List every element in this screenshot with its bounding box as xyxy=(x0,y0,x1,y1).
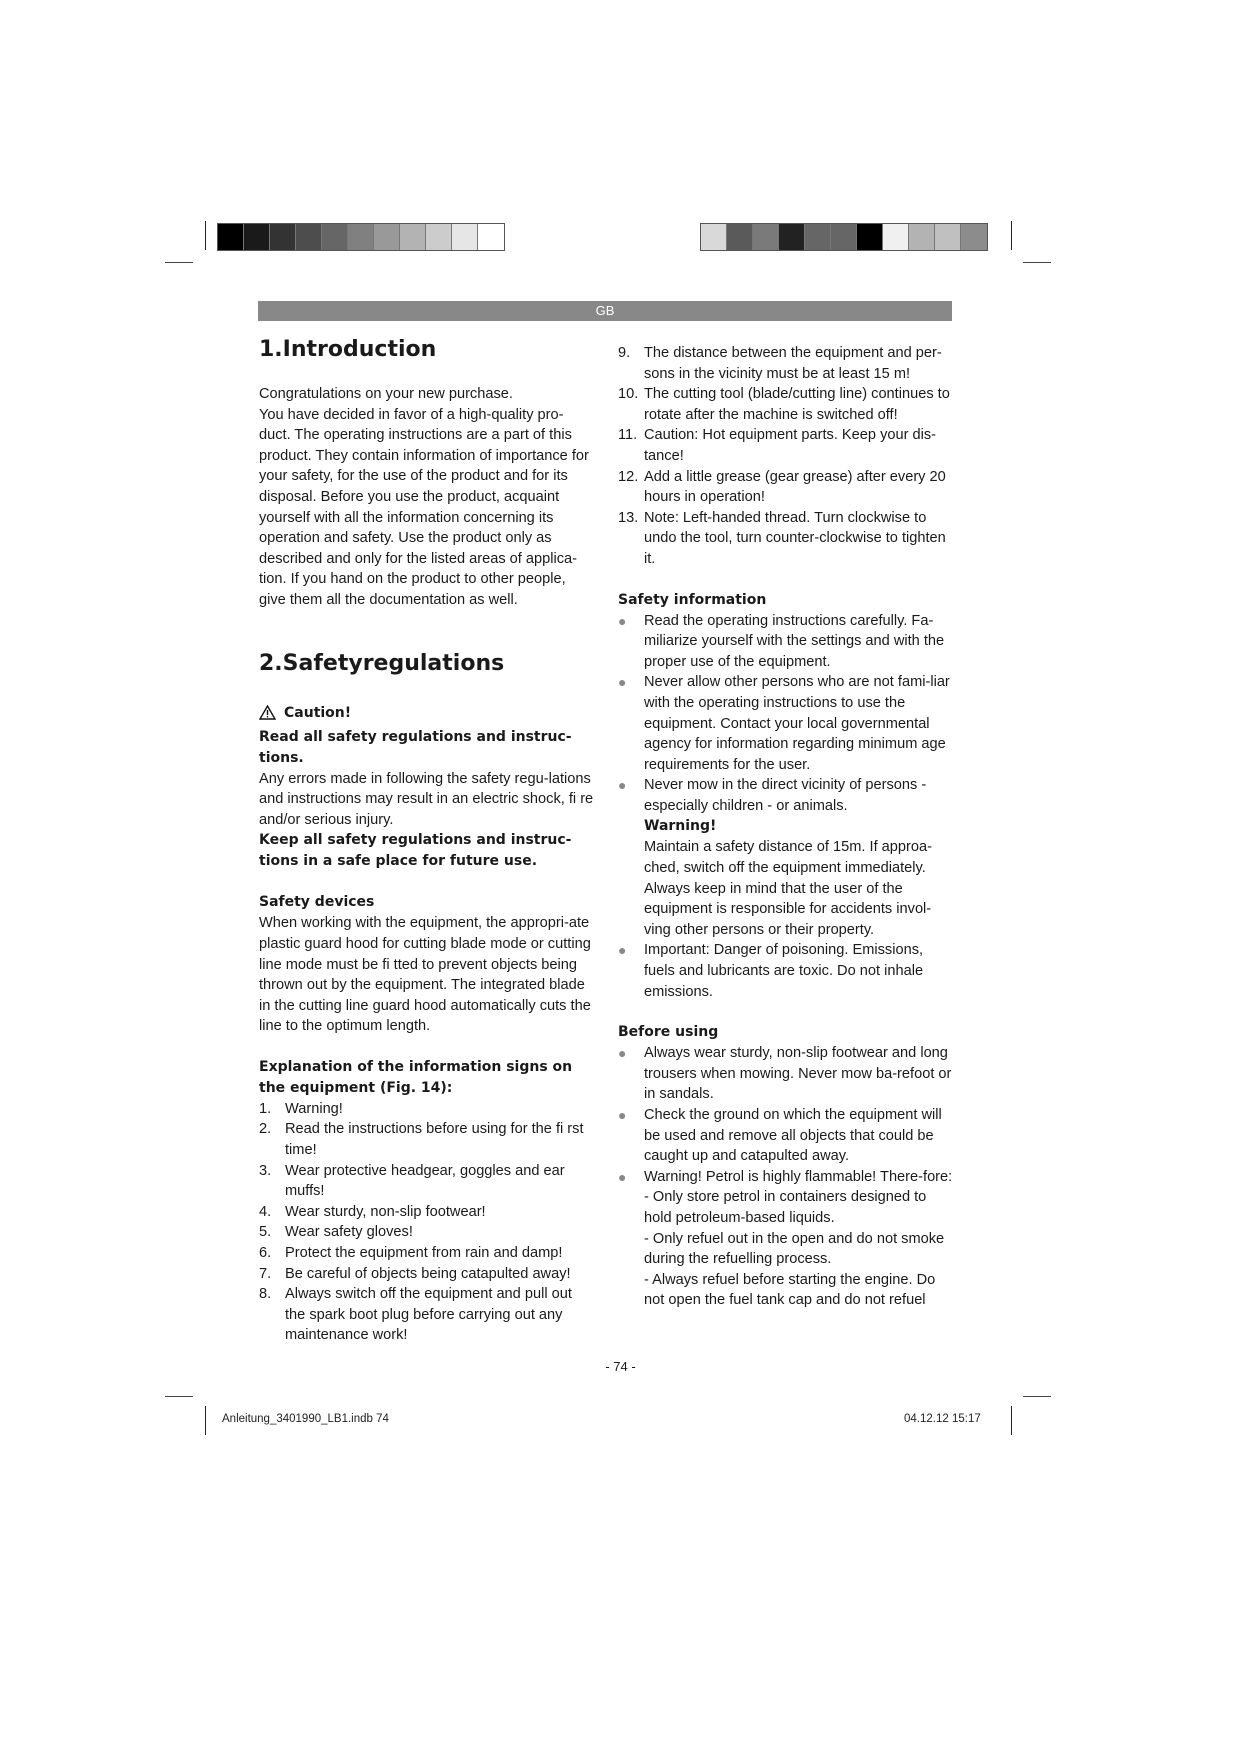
right-column xyxy=(618,343,953,1311)
petrol-line: - Only store petrol in containers designed to hold petroleum-based liquids. xyxy=(644,1189,927,1226)
bullet-icon: ● xyxy=(618,1045,627,1062)
bullet-icon: ● xyxy=(618,777,627,794)
page-number: - 74 - xyxy=(605,1359,636,1374)
item-text: The cutting tool (blade/cutting line) continues to rotate after the machine is switched off! xyxy=(644,386,950,423)
color-swatch xyxy=(779,224,805,250)
color-swatch xyxy=(831,224,857,250)
caution-read: Read all safety regulations and instruc-tions. xyxy=(259,728,572,766)
color-swatch xyxy=(400,224,426,250)
color-swatch xyxy=(961,224,987,250)
crop-mark-right-top-h xyxy=(1023,262,1051,263)
bullet-icon: ● xyxy=(618,1168,627,1185)
crop-mark-left-bottom-h xyxy=(165,1396,193,1397)
introduction-heading: 1.Introduction xyxy=(259,337,437,362)
important-list xyxy=(618,940,953,1002)
crop-mark-left-top-h xyxy=(165,262,193,263)
color-swatch xyxy=(296,224,322,250)
item-number: 8. xyxy=(259,1286,272,1303)
item-text: Read the operating instructions carefully. Fa-miliarize yourself with the settings and with the proper use of the equipment. xyxy=(644,612,945,670)
item-text: Warning! xyxy=(285,1100,343,1117)
bullet-icon: ● xyxy=(618,674,627,691)
color-swatch xyxy=(753,224,779,250)
color-swatch xyxy=(935,224,961,250)
bullet-icon: ● xyxy=(618,612,627,629)
item-text: Be careful of objects being catapulted away! xyxy=(285,1265,571,1282)
safety-devices-heading: Safety devices xyxy=(259,894,375,911)
item-number: 9. xyxy=(618,345,631,361)
list-item xyxy=(259,1264,595,1285)
footer-date: 04.12.12 15:17 xyxy=(904,1413,981,1425)
left-column xyxy=(259,335,595,1346)
item-number: 1. xyxy=(259,1100,272,1117)
color-swatch xyxy=(322,224,348,250)
item-text: Never mow in the direct vicinity of persons - especially children - or animals. xyxy=(644,777,927,814)
petrol-line: - Always refuel before starting the engine. Do not open the fuel tank cap and do not refuel xyxy=(644,1271,936,1309)
safety-information-heading: Safety information xyxy=(618,591,767,608)
item-number: 12. xyxy=(618,468,639,485)
color-swatch xyxy=(701,224,727,250)
crop-mark-right-top xyxy=(1011,221,1012,250)
color-bar-left xyxy=(217,223,505,251)
intro-paragraph-1: Congratulations on your new purchase. xyxy=(259,386,513,402)
crop-mark-right-bottom xyxy=(1011,1406,1012,1435)
signs-heading: Explanation of the information signs on the equipment (Fig. 14): xyxy=(259,1058,573,1096)
color-swatch xyxy=(452,224,478,250)
color-swatch xyxy=(883,224,909,250)
signs-list xyxy=(259,1099,595,1346)
list-item xyxy=(259,1099,595,1120)
list-item xyxy=(618,1105,953,1167)
color-swatch xyxy=(218,224,244,250)
color-swatch xyxy=(909,224,935,250)
item-text: Caution: Hot equipment parts. Keep your dis-tance! xyxy=(644,427,937,464)
color-swatch xyxy=(857,224,883,250)
warning-triangle-icon xyxy=(259,705,276,727)
item-number: 6. xyxy=(259,1245,272,1262)
list-item xyxy=(259,1222,595,1243)
item-text: Wear safety gloves! xyxy=(285,1224,413,1241)
item-number: 11. xyxy=(618,427,638,444)
list-item xyxy=(259,1119,595,1160)
list-item xyxy=(618,611,953,673)
bullet-icon: ● xyxy=(618,942,627,959)
color-swatch xyxy=(426,224,452,250)
safety-regulations-heading: 2.Safetyregulations xyxy=(259,650,505,676)
list-item xyxy=(259,1202,595,1223)
list-item xyxy=(618,775,953,816)
caution-title-text: Caution! xyxy=(284,704,352,721)
list-item xyxy=(259,1284,595,1346)
color-swatch xyxy=(270,224,296,250)
color-swatch xyxy=(478,224,504,250)
item-text: Wear sturdy, non-slip footwear! xyxy=(285,1203,486,1220)
intro-paragraph-2: You have decided in favor of a high-quality pro-duct. The operating instructions are a part of this product. They contain information of importance for your safety, for the use of the product and for its disposal. Before you use the product, acquaint yourself with all the information concerning its operation and safety. Use the product only as described and only for the listed areas of applica-tion. If you hand on the product to other people, give them all the documentation as well. xyxy=(259,406,589,608)
item-text: Protect the equipment from rain and damp! xyxy=(285,1245,563,1262)
item-text: Add a little grease (gear grease) after every 20 hours in operation! xyxy=(644,468,946,506)
signs-list-continued xyxy=(618,343,953,570)
before-using-list xyxy=(618,1043,953,1167)
list-item xyxy=(618,1043,953,1105)
crop-mark-left-top xyxy=(205,221,206,250)
list-item xyxy=(618,672,953,775)
petrol-intro: Warning! Petrol is highly flammable! There-fore: xyxy=(644,1168,953,1185)
item-text: Wear protective headgear, goggles and ear muffs! xyxy=(285,1162,565,1200)
warning-title: Warning! xyxy=(644,818,717,835)
caution-keep: Keep all safety regulations and instruc-tions in a safe place for future use. xyxy=(259,832,572,870)
crop-mark-left-bottom xyxy=(205,1406,206,1435)
color-swatch xyxy=(348,224,374,250)
color-swatch xyxy=(374,224,400,250)
item-text: Always switch off the equipment and pull out the spark boot plug before carrying out any maintenance work! xyxy=(285,1286,572,1344)
crop-mark-right-bottom-h xyxy=(1023,1396,1051,1397)
color-bar-right xyxy=(700,223,988,251)
item-number: 10. xyxy=(618,386,639,403)
list-item xyxy=(259,1161,595,1202)
footer-file: Anleitung_3401990_LB1.indb 74 xyxy=(222,1413,389,1425)
item-text: The distance between the equipment and per-sons in the vicinity must be at least 15 m! xyxy=(644,345,942,382)
bullet-icon: ● xyxy=(618,1107,627,1123)
caution-text: Any errors made in following the safety regu-lations and instructions may result in an electric shock, fi re and/or serious injury. xyxy=(259,770,594,828)
item-text: Always wear sturdy, non-slip footwear and long trousers when mowing. Never mow ba-refoot or in sandals. xyxy=(644,1045,952,1103)
list-item xyxy=(259,1243,595,1264)
list-item xyxy=(618,343,953,384)
petrol-lines xyxy=(644,1187,953,1311)
item-number: 3. xyxy=(259,1162,272,1179)
item-number: 2. xyxy=(259,1121,272,1138)
petrol-line: - Only refuel out in the open and do not smoke during the refuelling process. xyxy=(644,1230,945,1268)
list-item xyxy=(618,508,953,570)
item-text: Note: Left-handed thread. Turn clockwise to undo the tool, turn counter-clockwise to tighten it. xyxy=(644,509,946,567)
item-number: 4. xyxy=(259,1203,272,1220)
list-item xyxy=(618,384,953,425)
language-header: GB xyxy=(258,301,952,321)
safety-devices-text: When working with the equipment, the appropri-ate plastic guard hood for cutting blade mode or cutting line mode must be fi tted to prevent objects being thrown out by the equipment. The integrated blade in the cutting line guard hood automatically cuts the line to the optimum length. xyxy=(259,915,591,1035)
item-number: 7. xyxy=(259,1265,272,1282)
safety-information-list xyxy=(618,611,953,817)
color-swatch xyxy=(244,224,270,250)
list-item xyxy=(618,1167,953,1311)
color-swatch xyxy=(805,224,831,250)
item-text: Never allow other persons who are not fami-liar with the operating instructions to use the equipment. Contact your local governmental agency for information regarding minimum age requirements for the user. xyxy=(644,674,950,773)
item-text: Read the instructions before using for the fi rst time! xyxy=(285,1121,584,1159)
item-number: 13. xyxy=(618,509,639,526)
item-number: 5. xyxy=(259,1224,272,1241)
list-item xyxy=(618,467,953,508)
petrol-list xyxy=(618,1167,953,1311)
item-text: Check the ground on which the equipment will be used and remove all objects that could be caught up and catapulted away. xyxy=(644,1107,942,1165)
caution-title xyxy=(259,703,595,727)
color-swatch xyxy=(727,224,753,250)
warning-text: Maintain a safety distance of 15m. If approa-ched, switch off the equipment immediately. Always keep in mind that the user of the equipment is responsible for accidents invol-ving other persons or their property. xyxy=(644,839,932,938)
list-item xyxy=(618,425,953,466)
before-using-heading: Before using xyxy=(618,1024,719,1041)
list-item: ● Important: Danger of poisoning. Emissions, fuels and lubricants are toxic. Do not inhale emissions. xyxy=(618,942,924,1000)
